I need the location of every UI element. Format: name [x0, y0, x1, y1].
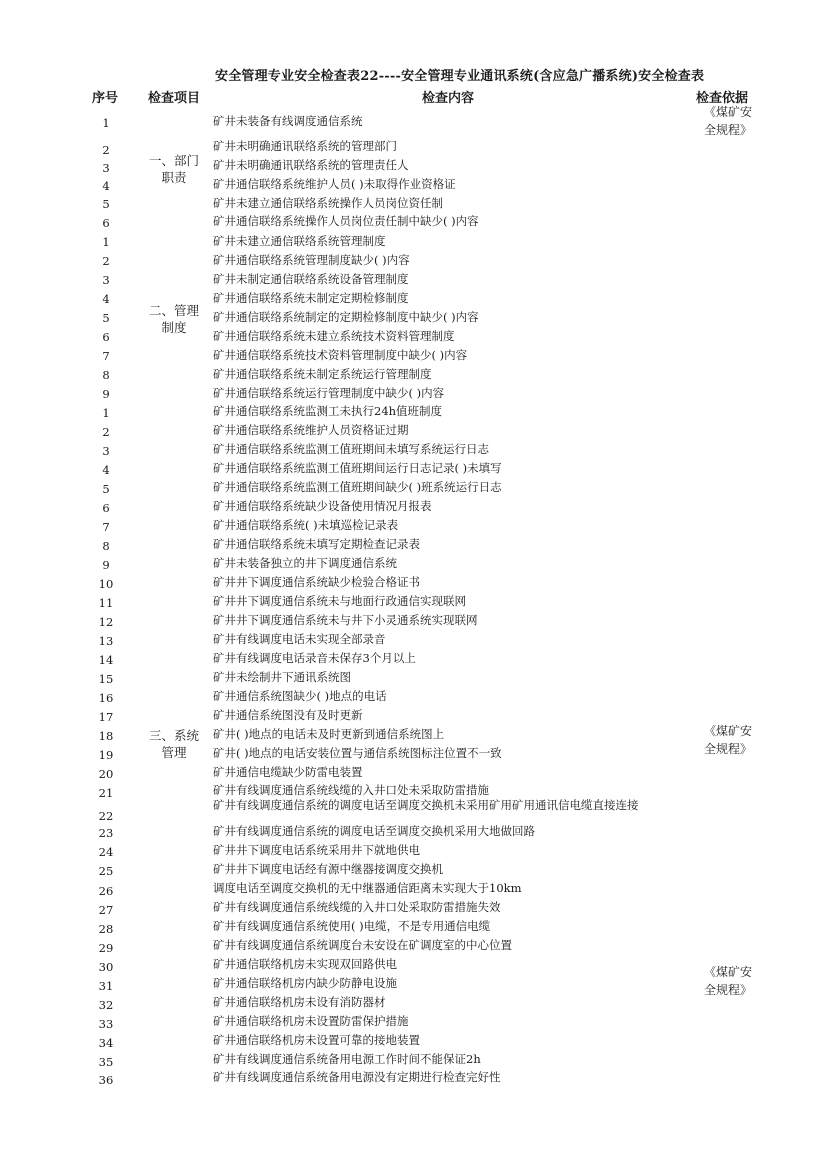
row-content: 矿井通信联络系统管理制度缺少( )内容: [213, 253, 410, 267]
row-number: 3: [102, 273, 110, 287]
row-content: 矿井通信联络系统运行管理制度中缺少( )内容: [213, 386, 445, 400]
category-line: 二、管理: [148, 303, 199, 318]
row-content: 矿井井下调度通信系统未与地面行政通信实现联网: [213, 594, 466, 608]
row-content: 矿井( )地点的电话未及时更新到通信系统图上: [213, 727, 445, 741]
row-content: 矿井通信联络机房未实现双回路供电: [213, 957, 397, 971]
row-number: 7: [102, 349, 110, 363]
row-content: 矿井井下调度电话经有源中继器接调度交换机: [213, 862, 443, 876]
row-content: 矿井未建立通信联络系统操作人员岗位资任制: [213, 196, 443, 210]
row-number: 4: [102, 463, 110, 477]
row-content: 矿井有线调度通信系统线缆的入井口处采取防雷措施失效: [213, 900, 501, 914]
basis-reference: [692, 722, 764, 758]
row-number: 1: [102, 116, 110, 130]
row-content: 矿井有线调度通信系统调度台未安设在矿调度室的中心位置: [213, 938, 512, 952]
row-content: 矿井通信联络系统未建立系统技术资料管理制度: [213, 329, 455, 343]
row-content: 矿井通信联络系统未制定系统运行管理制度: [213, 367, 432, 381]
row-number: 35: [98, 1055, 114, 1069]
row-content: 矿井有线调度通信系统使用( )电缆，不是专用通信电缆: [213, 919, 491, 933]
row-content: 矿井通信联络系统未制定定期检修制度: [213, 291, 409, 305]
row-number: 19: [98, 748, 114, 762]
row-content: 矿井未明确通讯联络系统的管理部门: [213, 139, 397, 153]
category-system-management: [139, 727, 209, 761]
row-content: 调度电话至调度交换机的无中继器通信距离未实现大于10km: [213, 881, 522, 895]
header-content: 检查内容: [422, 91, 475, 106]
row-number: 6: [102, 216, 110, 230]
basis-line: 《煤矿安: [703, 105, 752, 119]
category-line: 制度: [161, 320, 187, 335]
basis-line: 《煤矿安: [703, 965, 752, 979]
row-content: 矿井未绘制井下通讯系统图: [213, 670, 351, 684]
row-content: 矿井未装备独立的井下调度通信系统: [213, 556, 397, 570]
basis-reference: [692, 103, 764, 139]
row-number: 2: [102, 143, 110, 157]
row-content: 矿井通信联络系统监测工值班期间缺少( )班系统运行日志: [213, 480, 502, 494]
basis-line: 全规程》: [703, 742, 752, 756]
row-number: 8: [102, 368, 110, 382]
row-content: 矿井( )地点的电话安装位置与通信系统图标注位置不一致: [213, 746, 502, 760]
header-basis: 检查依据: [696, 91, 749, 106]
row-number: 9: [102, 558, 110, 572]
basis-reference: [692, 963, 764, 999]
row-number: 32: [98, 998, 114, 1012]
row-number: 31: [98, 979, 114, 993]
row-content: 矿井井下调度电话系统采用井下就地供电: [213, 843, 420, 857]
row-content: 矿井通信联络系统监测工值班期间运行日志记录( )未填写: [213, 461, 502, 475]
category-line: 职责: [161, 170, 187, 185]
row-content: 矿井通信联络系统制定的定期检修制度中缺少( )内容: [213, 310, 479, 324]
category-department-duty: [139, 152, 209, 186]
row-number: 36: [98, 1073, 114, 1087]
row-number: 6: [102, 501, 110, 515]
row-content: 矿井通信电缆缺少防雷电装置: [213, 765, 363, 779]
row-number: 4: [102, 179, 110, 193]
row-content: 矿井通信联络系统技术资料管理制度中缺少( )内容: [213, 348, 468, 362]
row-number: 3: [102, 161, 110, 175]
row-content: 矿井未装备有线调度通信系统: [213, 114, 363, 128]
row-number: 18: [98, 729, 114, 743]
row-number: 2: [102, 254, 110, 268]
row-content: 矿井有线调度通信系统的调度电话至调度交换机采用大地做回路: [213, 824, 535, 838]
row-number: 14: [98, 653, 114, 667]
row-number: 9: [102, 387, 110, 401]
row-number: 27: [98, 903, 114, 917]
row-content: 矿井通信联络系统监测工值班期间未填写系统运行日志: [213, 442, 489, 456]
row-number: 21: [98, 786, 114, 800]
header-seq: 序号: [92, 91, 119, 106]
page-title: 安全管理专业安全检查表22----安全管理专业通讯系统(含应急广播系统)安全检查表: [215, 69, 705, 84]
row-number: 11: [98, 596, 114, 610]
row-content: 矿井未建立通信联络系统管理制度: [213, 234, 386, 248]
row-content: 矿井通信联络系统操作人员岗位责任制中缺少( )内容: [213, 214, 479, 228]
row-content: 矿井井下调度通信系统未与井下小灵通系统实现联网: [213, 613, 478, 627]
row-content: 矿井通信联络机房未设置防雷保护措施: [213, 1014, 409, 1028]
row-number: 15: [98, 672, 114, 686]
row-content: 矿井通信联络系统监测工未执行24h值班制度: [213, 404, 443, 418]
row-content: 矿井有线调度电话未实现全部录音: [213, 632, 386, 646]
row-content: 矿井有线调度通信系统备用电源没有定期进行检查完好性: [213, 1070, 501, 1084]
row-number: 6: [102, 330, 110, 344]
row-number: 16: [98, 691, 114, 705]
row-number: 34: [98, 1036, 114, 1050]
row-content: 矿井通信系统图没有及时更新: [213, 708, 363, 722]
row-number: 5: [102, 311, 110, 325]
row-content: 矿井未明确通讯联络系统的管理责任人: [213, 158, 409, 172]
category-line: 管理: [161, 745, 187, 760]
row-number: 5: [102, 197, 110, 211]
row-number: 7: [102, 520, 110, 534]
row-content: 矿井通信联络系统维护人员( )未取得作业资格证: [213, 177, 456, 191]
row-number: 30: [98, 960, 114, 974]
row-number: 12: [98, 615, 114, 629]
row-number: 29: [98, 941, 114, 955]
row-number: 33: [98, 1017, 114, 1031]
row-content: 矿井通信联络系统( )未填巡检记录表: [213, 518, 399, 532]
row-number: 26: [98, 884, 114, 898]
row-content: 矿井通信系统图缺少( )地点的电话: [213, 689, 387, 703]
row-number: 2: [102, 425, 110, 439]
row-content: 矿井通信联络系统缺少设备使用情况月报表: [213, 499, 432, 513]
category-management-system: [139, 302, 209, 336]
row-number: 4: [102, 292, 110, 306]
row-number: 28: [98, 922, 114, 936]
category-line: 一、部门: [148, 153, 199, 168]
row-number: 3: [102, 444, 110, 458]
row-content: 矿井通信联络系统未填写定期检查记录表: [213, 537, 420, 551]
row-content: 矿井通信联络机房未设置可靠的接地装置: [213, 1033, 420, 1047]
row-content: 矿井通信联络机房未设有消防器材: [213, 995, 386, 1009]
basis-line: 全规程》: [703, 983, 752, 997]
category-line: 三、系统: [148, 728, 199, 743]
row-number: 13: [98, 634, 114, 648]
row-number: 1: [102, 406, 110, 420]
row-content: 矿井未制定通信联络系统设备管理制度: [213, 272, 409, 286]
basis-line: 全规程》: [703, 123, 752, 137]
row-number: 25: [98, 864, 114, 878]
row-content: 矿井通信联络机房内缺少防静电设施: [213, 976, 397, 990]
row-number: 1: [102, 235, 110, 249]
row-number: 22: [98, 809, 114, 823]
row-number: 5: [102, 482, 110, 496]
row-content: 矿井有线调度通信系统线缆的入井口处未采取防雷措施: [213, 783, 489, 797]
row-content: 矿井通信联络系统维护人员资格证过期: [213, 423, 409, 437]
row-content: 矿井有线调度电话录音未保存3个月以上: [213, 651, 416, 665]
header-item: 检查项目: [148, 91, 201, 106]
row-content: 矿井有线调度通信系统的调度电话至调度交换机未采用矿用矿用通讯信电缆直接连接: [213, 798, 639, 812]
row-number: 8: [102, 539, 110, 553]
row-number: 17: [98, 710, 114, 724]
row-number: 10: [98, 577, 114, 591]
row-content: 矿井有线调度通信系统备用电源工作时间不能保证2h: [213, 1052, 481, 1066]
row-number: 20: [98, 767, 114, 781]
row-number: 23: [98, 826, 114, 840]
row-number: 24: [98, 845, 114, 859]
row-content: 矿井井下调度通信系统缺少检验合格证书: [213, 575, 420, 589]
basis-line: 《煤矿安: [703, 724, 752, 738]
